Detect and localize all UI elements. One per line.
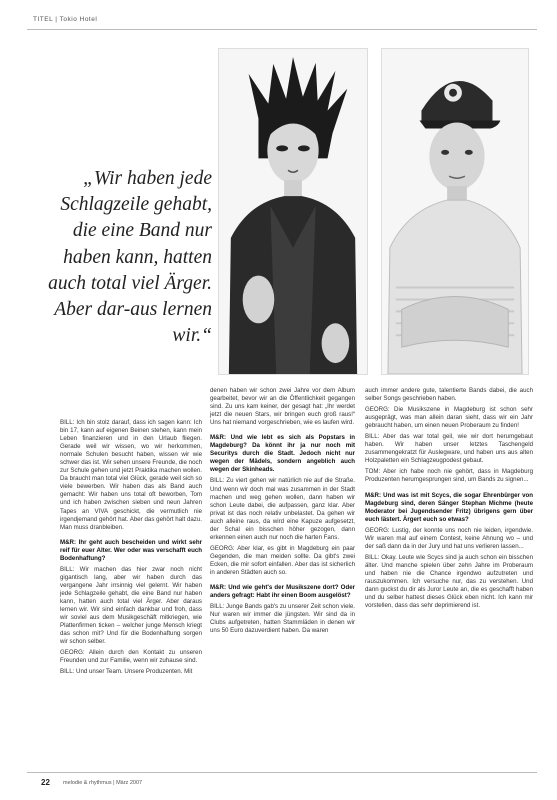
paragraph: BILL: Und unser Team. Unsere Produzenten. Mit [60, 668, 193, 676]
paragraph: denen haben wir schon zwei Jahre vor dem Album gearbeitet, bevor wir an die Öffentlichkeit gegangen sind. Zu uns kam keiner, der gesagt hat: „Ihr werdet jetzt die neuen Stars, wir bringen euch groß raus!“ Uns hat niemand vorgeschrieben, wie es laufen wird. [210, 387, 355, 427]
photo-bill [218, 48, 368, 375]
paragraph: BILL: Ich bin stolz darauf, dass ich sagen kann: Ich bin 17, kann auf eigenen Beinen stehen, kann mein Leben finanzieren und in den Urlaub fliegen. Gerade weil wir wissen, wo wir herkommen, normale Schulen besucht haben, wissen wir wie schwer das ist. Wir sehen unsere Freunde, die noch zur Schule gehen und jetzt Praktika machen wollen. Da braucht man total viel Glück, gerade weil sich so viele bewerben. Wir haben das als Band auch gemacht: Wir haben uns total oft beworben, Tom und ich haben zwischen sieben und neun Jahren Tapes an VIVA geschickt, die vermutlich nie irgendjemand gehört hat. Aber das gehört halt dazu. Man muss dranbleiben. [60, 419, 202, 531]
pull-quote: „Wir haben jede Schlagzeile gehabt, die eine Band nur haben kann, hatten auch total viel Ärger. Aber dar-aus lernen wir.“ [48, 168, 212, 347]
interview-question: M&R: Und was ist mit Scycs, die sogar Ehrenbürger von Magdeburg sind, deren Sänger Stephan Michme (heute Moderator bei Jugendsender Fritz) übrigens gern über euch lästert. Ärgert euch so etwas? [365, 491, 533, 523]
interview-question: M&R: Und wie lebt es sich als Popstars in Magdeburg? Da könnt ihr ja nur noch mit Securitys durch die Stadt. Jedoch nicht nur wegen der Mädels, sondern angeblich auch wegen der Skinheads. [210, 434, 355, 474]
paragraph: BILL: Zu viert gehen wir natürlich nie auf die Straße. Und wenn wir doch mal was zusammen in der Stadt machen und weg gehen wollen, dann haben wir schon Leute dabei, die aufpassen, ganz klar. Aber privat ist das noch relativ unbelastet. Da gehen wir auch alleine raus, da wird eine Kapuze aufgesetzt, der Schal ein bisschen höher gezogen, dann erkennen einen auch nur noch die harten Fans. [210, 477, 355, 541]
paragraph: auch immer andere gute, talentierte Bands dabei, die auch selber Songs geschrieben haben. [365, 387, 533, 403]
paragraph: TOM: Aber ich habe noch nie gehört, dass in Magdeburg Produzenten herumgesprungen sind, um Bands zu signen... [365, 468, 533, 484]
photo-georg [381, 48, 529, 375]
paragraph: BILL: Junge Bands gab's zu unserer Zeit schon viele. Nur waren wir immer die jüngsten. Wir sind da in Clubs aufgetreten, hatten Stammläden in denen wir uns 50 Euro dazuverdient haben. Da waren [210, 603, 355, 635]
page-footer [27, 772, 537, 790]
running-header [27, 8, 537, 30]
text-column-1 [60, 419, 202, 679]
paragraph: GEORG: Die Musikszene in Magdeburg ist schon sehr ausgeprägt, was man allein daran sieht, dass wir ein Jahr gebraucht haben, um einen neuen Proberaum zu finden! [365, 406, 533, 430]
text-column-2 [210, 387, 355, 638]
interview-question: M&R: Ihr geht auch bescheiden und wirkt sehr reif für euer Alter. Wer oder was verschafft euch Bodenhaftung? [60, 538, 202, 562]
interview-question: M&R: Und wie geht's der Musikszene dort? Oder anders gefragt: Habt ihr einen Boom ausgelöst? [210, 584, 355, 600]
paragraph: BILL: Aber das war total geil, wie wir dort herumgebaut haben. Wir haben unser letztes Taschengeld zusammengekratzt für Auslegware, und haben uns aus alten Holzpaletten ein Schlagzeugpodest gebaut. [365, 433, 533, 465]
portrait-illustration-left [219, 49, 367, 374]
publication-name: melodie & rhythmus | März 2007 [63, 780, 143, 786]
paragraph: BILL: Wir machen das hier zwar noch nicht gigantisch lang, aber wir haben durch das vergangene Jahr irrsinnig viel gelernt. Wir haben jede Schlagzeile gehabt, die eine Band nur haben kann, hatten auch total viel Ärger. Aber daraus lernen wir. Wir sind einfach dankbar und froh, dass wir soviel aus dem Musikgeschäft mitkriegen, wie Plattenfirmen ticken – welcher junge Mensch kriegt das schon mit? Und für die Bodenhaftung sorgen wir schon selber. [60, 565, 202, 646]
paragraph: BILL: Okay. Leute wie Scycs sind ja auch schon ein bisschen älter. Und manche spielen über zehn Jahre im Proberaum und haben nie die Chance irgendwo aufzutreten und rauszukommen. Ich versuche nur, das zu verstehen. Und dann guckst du dir als Juror Leute an, die es geschafft haben und du selber hattest dieses Glück eben nicht. Ich kann mir vorstellen, dass das sehr deprimierend ist. [365, 553, 533, 610]
portrait-illustration-right [382, 49, 528, 374]
page-number: 22 [41, 778, 50, 787]
text-column-3 [365, 387, 533, 613]
paragraph: GEORG: Aber klar, es gibt in Magdeburg ein paar Gegenden, die man meiden sollte. Da gibt's zwei Ecken, die mir sofort einfallen. Aber das ist sicherlich in anderen Städten auch so. [210, 544, 355, 576]
section-label: TITEL | Tokio Hotel [33, 16, 98, 23]
paragraph: GEORG: Lustig, der konnte uns noch nie leiden, irgendwie. Wir waren mal auf einem Contest, keine Ahnung wo – und der saß dann da in der Jury und hat uns verlieren lassen... [365, 526, 533, 550]
paragraph: GEORG: Allein durch den Kontakt zu unseren Freunden und zur Familie, wenn wir zuhause sind. [60, 649, 202, 665]
